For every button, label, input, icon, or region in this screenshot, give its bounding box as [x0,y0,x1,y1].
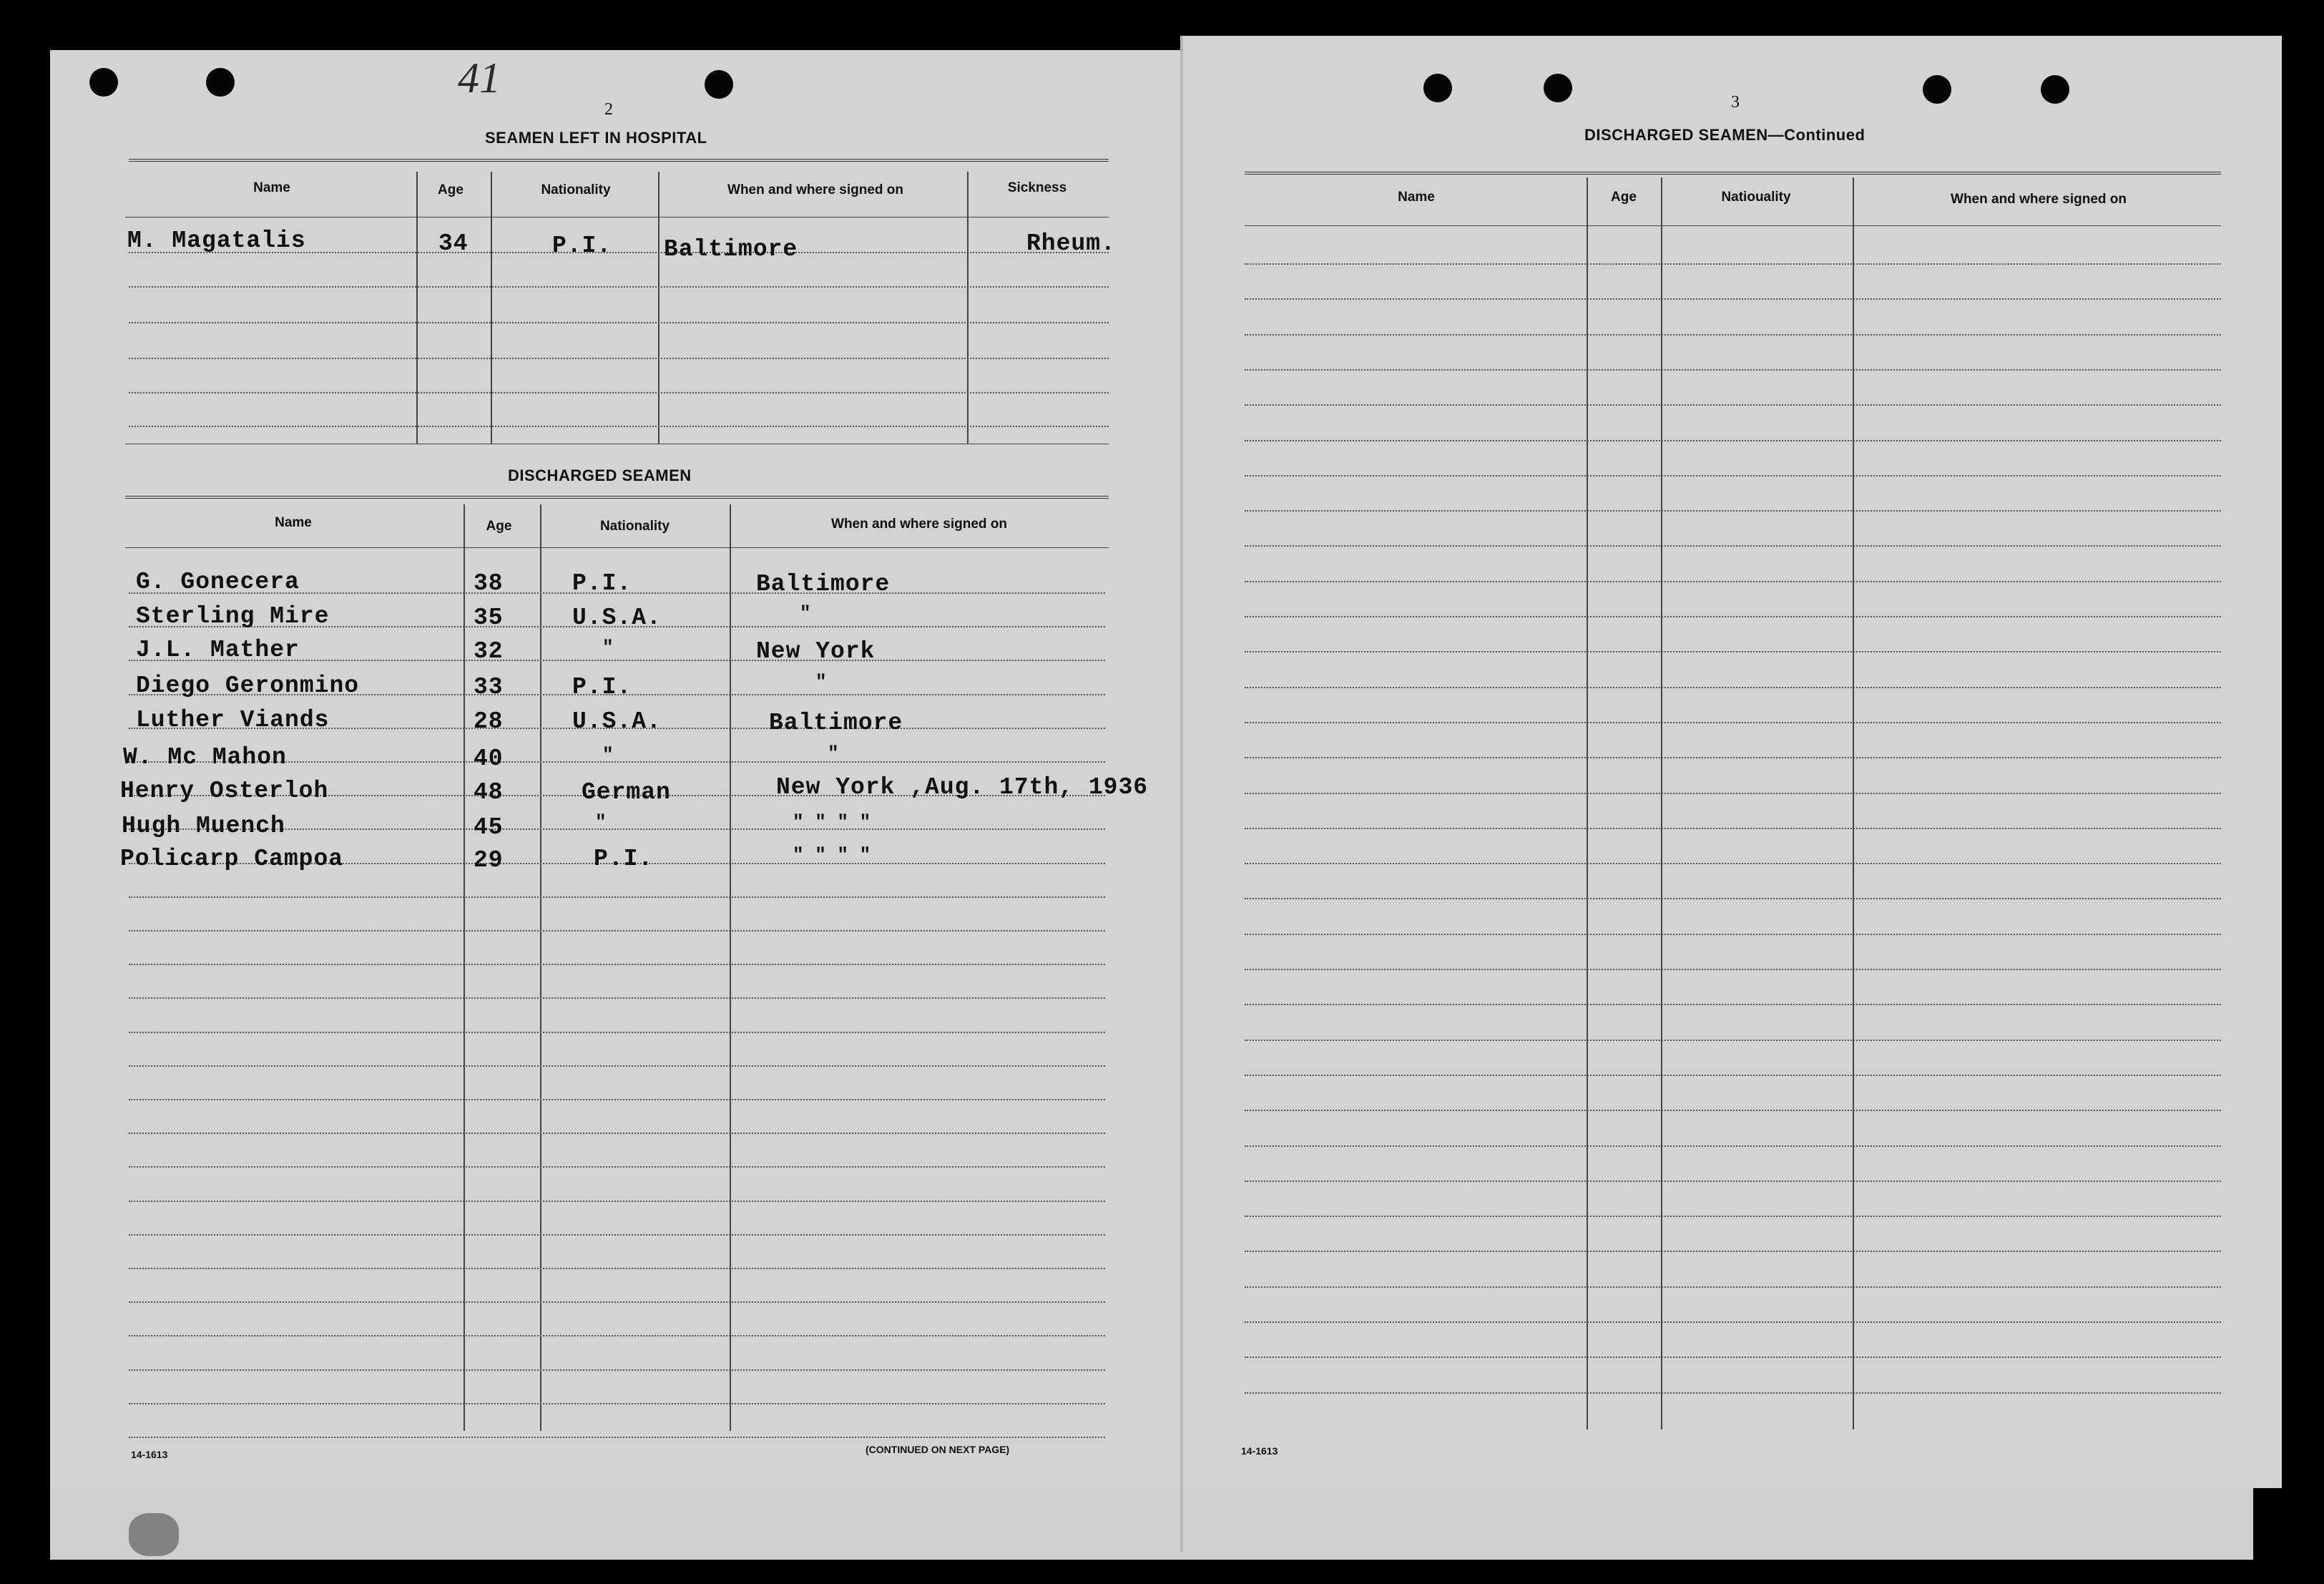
page-fold [1180,36,1183,1553]
row-line [129,896,1105,898]
row-line [129,1133,1105,1134]
col-divider [491,172,492,444]
discharged-age: 45 [474,814,504,841]
col-divider [658,172,660,444]
col-divider [967,172,969,444]
row-line [129,358,1109,359]
hospital-signed-on: Baltimore [664,236,798,263]
col-header-signed-on: When and where signed on [831,517,1007,532]
rule [125,496,1109,499]
ditto-marks-row: " " " " [793,811,871,833]
discharged-age: 48 [474,779,504,806]
punch-hole [1544,74,1572,102]
ditto-mark: " [602,637,614,658]
discharged-signed-on: New York ,Aug. 17th, 1936 [776,774,1149,801]
row-line [129,1268,1105,1269]
row-line [1245,934,2221,935]
row-line [1245,1004,2221,1005]
row-line [1245,440,2221,441]
discharged-signed-on: Baltimore [756,571,891,597]
row-line [1245,298,2221,300]
discharged-age: 40 [474,745,504,772]
punch-hole [1423,74,1452,102]
col-header-nationality: Nationality [541,182,611,197]
header-scribble: 41 [458,54,501,102]
row-line [1245,1356,2221,1358]
discharged-age: 33 [474,674,504,700]
discharged-signed-on: Baltimore [769,710,903,736]
form-number-right: 14-1613 [1241,1445,1278,1457]
row-line [1245,651,2221,652]
discharged-age: 29 [474,847,504,874]
hospital-nationality: P.I. [552,233,612,259]
row-line [1245,1392,2221,1394]
col-divider [464,504,465,1431]
row-line [1245,475,2221,476]
discharged-age: 32 [474,638,504,665]
discharged-nationality: P.I. [572,674,632,700]
ditto-mark: " [800,602,811,624]
row-line [129,997,1105,999]
row-line [129,426,1109,427]
row-line [1245,1321,2221,1323]
col-header-age: Age [1611,190,1637,205]
page-number-right: 3 [1731,93,1740,112]
discharged-name: G. Gonecera [136,569,300,595]
discharged-name: Diego Geronmino [136,673,360,699]
row-line [1245,334,2221,336]
col-divider [1661,177,1662,1429]
row-line [1245,1286,2221,1288]
rule [1245,172,2221,175]
punch-hole [2041,75,2069,104]
col-header-age: Age [486,519,512,534]
row-line [1245,1180,2221,1182]
row-line [1245,969,2221,970]
discharged-nationality: P.I. [572,570,632,597]
right-page-title: DISCHARGED SEAMEN—Continued [1584,126,1865,144]
col-divider [1853,177,1854,1429]
col-divider [540,504,541,1431]
row-line [129,1201,1105,1202]
discharged-section-title: DISCHARGED SEAMEN [508,466,692,484]
row-line [1245,1075,2221,1076]
ditto-mark: " [602,744,614,766]
discharged-age: 35 [474,605,504,631]
row-line [1245,1110,2221,1111]
row-line [1245,263,2221,265]
ditto-marks-row: " " " " [793,844,871,866]
discharged-signed-on: New York [756,638,876,665]
hospital-section-title: SEAMEN LEFT IN HOSPITAL [485,129,707,147]
col-header-name: Name [275,515,312,530]
page-number-left: 2 [604,100,613,119]
col-header-signed-on: When and where signed on [727,182,903,197]
ink-smudge [129,1513,179,1556]
col-divider [1587,177,1588,1429]
col-header-sickness: Sickness [1007,180,1067,195]
row-line [1245,828,2221,829]
row-line [129,1032,1105,1033]
row-line [1245,757,2221,758]
row-line [129,1065,1105,1067]
discharged-age: 38 [474,570,504,597]
discharged-name: W. Mc Mahon [123,744,287,771]
row-line [1245,581,2221,582]
punch-hole [1923,75,1951,104]
hospital-age: 34 [438,230,469,257]
row-line [129,322,1109,323]
punch-hole [89,68,118,97]
discharged-name: Hugh Muench [122,813,285,839]
ditto-mark: " [595,811,607,833]
col-header-nationality: Nationality [599,519,670,534]
row-line [1245,616,2221,617]
discharged-age: 28 [474,708,504,735]
col-divider [730,504,731,1431]
hospital-sickness: Rheum. [1026,230,1116,257]
rule [129,159,1109,162]
col-header-signed-on: When and where signed on [1951,192,2127,207]
row-line [129,286,1109,288]
row-line [1245,510,2221,512]
discharged-nationality: German [582,779,671,806]
punch-hole [705,70,733,99]
discharged-name: Policarp Campoa [120,846,344,872]
row-line [129,1403,1105,1404]
row-line [1245,1145,2221,1147]
hospital-name: M. Magatalis [127,228,306,254]
row-line [129,1437,1105,1438]
row-line [129,1301,1105,1303]
col-header-name: Name [1398,190,1435,205]
row-line [129,392,1109,393]
col-header-age: Age [438,182,464,197]
row-line [129,964,1105,965]
row-line [1245,404,2221,406]
discharged-name: J.L. Mather [136,637,300,663]
discharged-name: Luther Viands [136,707,330,733]
row-line [1245,545,2221,547]
ditto-mark: " [828,743,839,764]
continued-note: (CONTINUED ON NEXT PAGE) [866,1444,1010,1455]
row-line [129,1234,1105,1236]
row-line [129,930,1105,932]
col-header-nationality: Natiouality [1721,190,1791,205]
row-line [1245,898,2221,899]
right-page [1180,36,2282,1488]
row-line [1245,1251,2221,1252]
col-divider [416,172,418,444]
discharged-nationality: P.I. [594,846,654,872]
row-line [1245,369,2221,371]
discharged-name: Sterling Mire [136,603,330,630]
row-line [129,1335,1105,1336]
discharged-nationality: U.S.A. [572,708,662,735]
row-line [129,1166,1105,1168]
row-line [129,1369,1105,1371]
rule [125,547,1109,548]
row-line [1245,1040,2221,1041]
row-line [1245,1216,2221,1217]
row-line [1245,722,2221,723]
discharged-nationality: U.S.A. [572,605,662,631]
row-line [1245,687,2221,688]
col-header-name: Name [253,180,290,195]
row-line [1245,793,2221,794]
punch-hole [206,68,235,97]
rule [1245,225,2221,226]
row-line [1245,863,2221,864]
discharged-name: Henry Osterloh [120,778,329,804]
ditto-mark: " [815,671,827,693]
form-number-left: 14-1613 [131,1449,168,1460]
row-line [129,1099,1105,1100]
